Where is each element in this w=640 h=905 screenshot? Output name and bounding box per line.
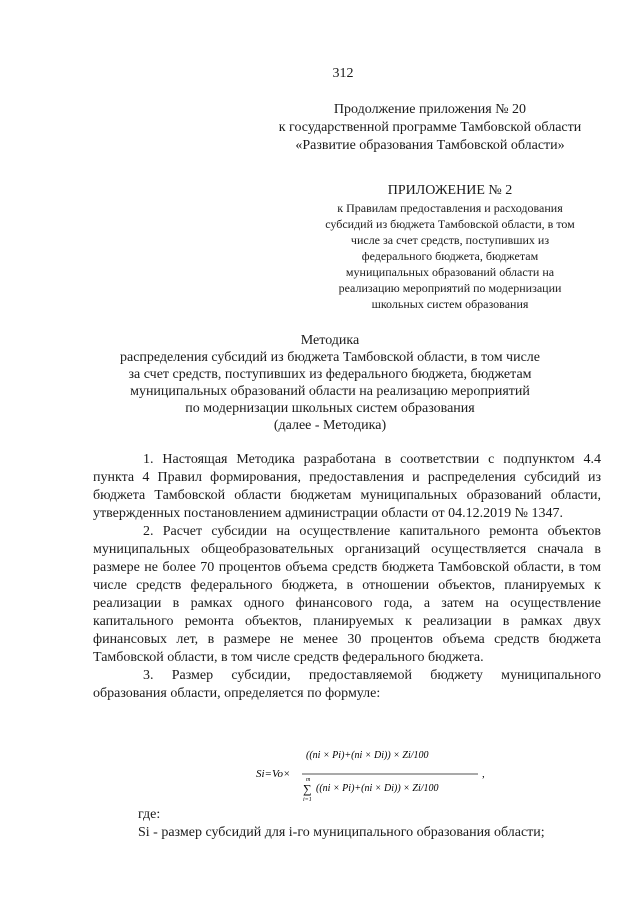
continuation-line: к государственной программе Тамбовской области: [278, 120, 582, 135]
appendix-line: федерального бюджета, бюджетам: [361, 249, 539, 263]
appendix-title: ПРИЛОЖЕНИЕ № 2: [387, 183, 513, 198]
sum-top: m: [306, 777, 311, 783]
continuation-line: «Развитие образования Тамбовской области»: [295, 138, 565, 153]
document-body: [93, 451, 601, 703]
appendix-line: реализацию мероприятий по модернизации: [338, 281, 562, 295]
appendix-line: к Правилам предоставления и расходования: [337, 201, 563, 215]
methodology-line: по модернизации школьных систем образования: [185, 401, 475, 416]
methodology-title: Методика: [300, 333, 360, 348]
methodology-line: (далее - Методика): [273, 418, 387, 433]
where-label: где:: [138, 807, 161, 822]
appendix-line: школьных систем образования: [371, 297, 529, 311]
paragraph-1: 1. Настоящая Методика разработана в соответствии с подпунктом 4.4 пункта 4 Правил формирования, предоставления и распределения субсидий из бюджета Тамбовской области бюджетам муниципальных образований области, утвержденных постановлением администрации области от 04.12.2019 № 1347.: [93, 452, 601, 521]
page-number: 312: [332, 66, 354, 81]
formula-denominator: ((ni × Pi)+(ni × Di)) × Zi/100: [316, 783, 439, 794]
methodology-line: за счет средств, поступивших из федерального бюджета, бюджетам: [128, 367, 532, 382]
sum-bottom: i=1: [303, 797, 312, 803]
appendix-subtitle: [300, 200, 600, 312]
appendix-line: муниципальных образований области на: [345, 265, 555, 279]
paragraph-3: 3. Размер субсидии, предоставляемой бюджету муниципального образования области, определяется по формуле:: [93, 668, 601, 701]
methodology-heading: [90, 332, 570, 434]
formula-numerator: ((ni × Pi)+(ni × Di)) × Zi/100: [306, 750, 429, 761]
appendix-line: субсидий из бюджета Тамбовской области, в том: [325, 217, 575, 231]
formula-comma: ,: [482, 768, 485, 780]
methodology-line: распределения субсидий из бюджета Тамбовской области, в том числе: [119, 350, 541, 365]
appendix-line: числе за счет средств, поступивших из: [350, 233, 550, 247]
si-definition: Si - размер субсидий для i-го муниципального образования области;: [138, 825, 545, 840]
formula-lhs: Si=Vo×: [256, 768, 291, 780]
paragraph-2: 2. Расчет субсидии на осуществление капитального ремонта объектов муниципальных общеобразовательных организаций осуществляется сначала в размере не более 70 процентов объема средств бюджета Тамбовской области, в том числе средств федерального бюджета, в отношении объектов, планируемых к реализации в рамках одного финансового года, а затем на осуществление капитального ремонта объектов, планируемых к реализации в рамках двух финансовых лет, в размере не менее 30 процентов объема средств бюджета Тамбовской области, в том числе средств федерального бюджета.: [93, 524, 601, 665]
continuation-line: Продолжение приложения № 20: [333, 102, 527, 117]
methodology-line: муниципальных образований области на реализацию мероприятий: [130, 384, 530, 399]
sum-sign: ∑: [303, 782, 312, 796]
continuation-header: [250, 101, 610, 155]
subsidy-formula: [256, 744, 496, 804]
